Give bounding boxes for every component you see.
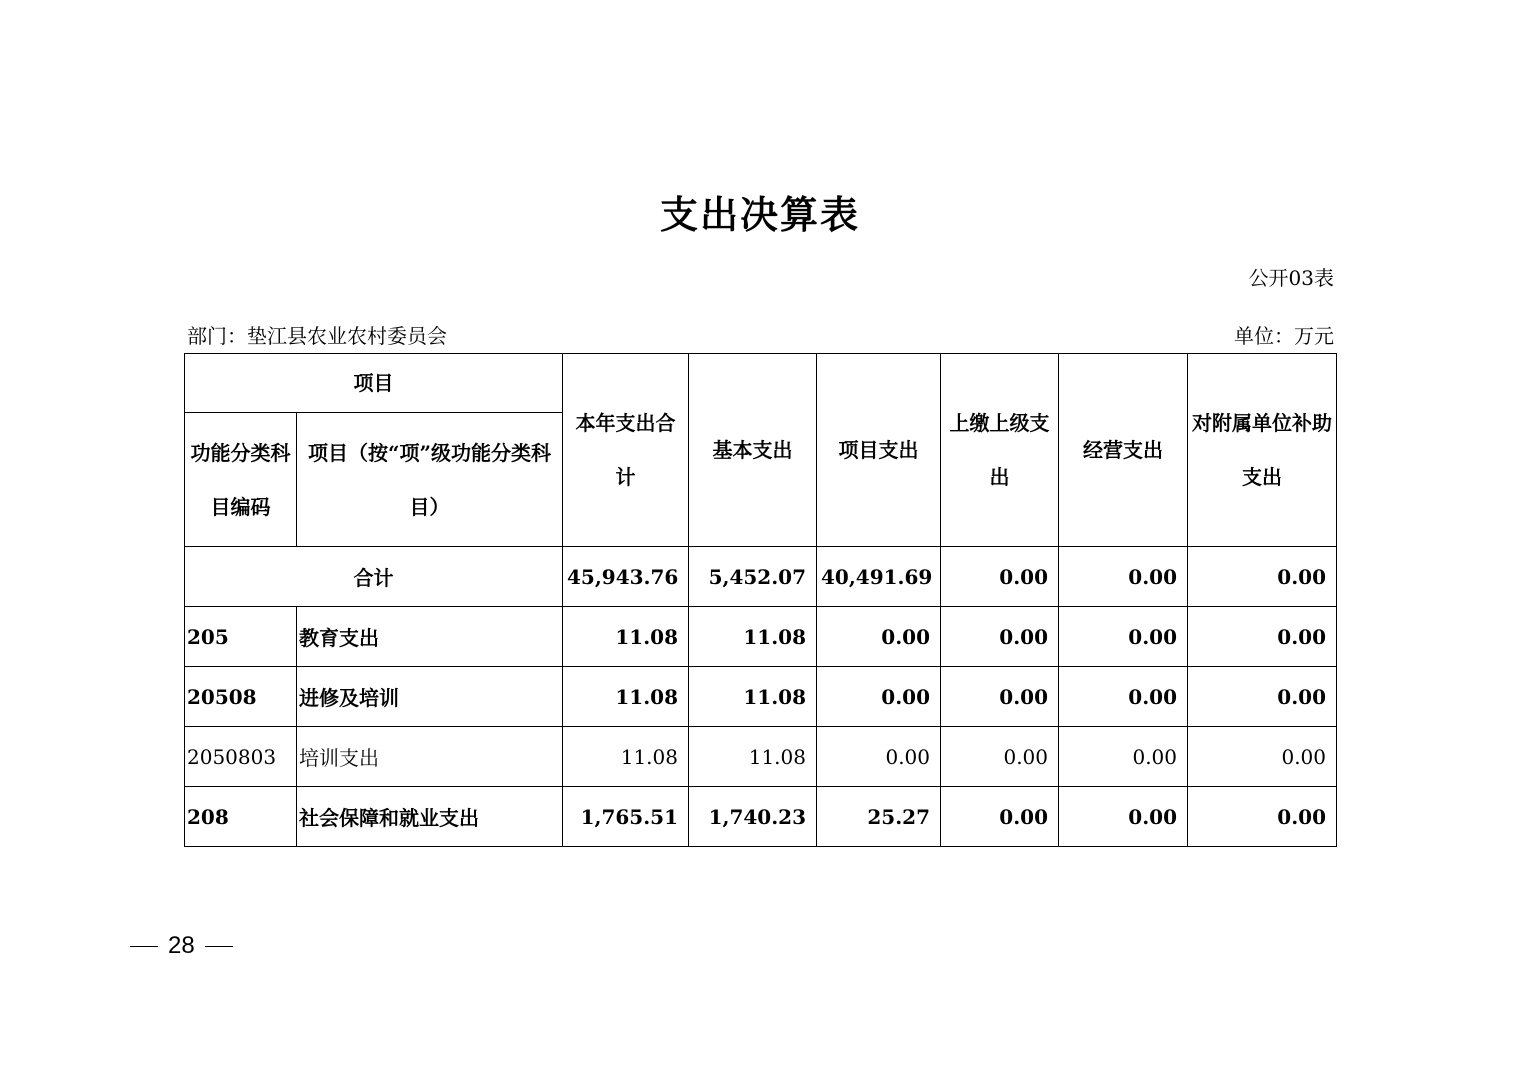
total-cell: 11.08 xyxy=(563,667,689,727)
table-row xyxy=(185,787,1337,847)
upper-cell: 0.00 xyxy=(941,787,1059,847)
table-row xyxy=(185,727,1337,787)
header-business: 经营支出 xyxy=(1059,354,1188,547)
header-name: 项目（按“项”级功能分类科目） xyxy=(297,413,563,547)
upper-cell: 0.00 xyxy=(941,607,1059,667)
name-cell: 教育支出 xyxy=(297,607,563,667)
project-cell: 40,491.69 xyxy=(817,547,941,607)
unit-label: 单位：万元 xyxy=(1234,324,1334,348)
code-cell: 20508 xyxy=(185,667,297,727)
total-cell: 45,943.76 xyxy=(563,547,689,607)
total-cell: 11.08 xyxy=(563,727,689,787)
department-label: 部门：垫江县农业农村委员会 xyxy=(187,324,447,348)
upper-cell: 0.00 xyxy=(941,727,1059,787)
header-code: 功能分类科目编码 xyxy=(185,413,297,547)
basic-cell: 1,740.23 xyxy=(689,787,817,847)
page-dash-right xyxy=(205,946,233,947)
expenditure-table xyxy=(184,353,1337,847)
name-cell: 进修及培训 xyxy=(297,667,563,727)
page-dash-left xyxy=(130,946,158,947)
header-upper: 上缴上级支出 xyxy=(941,354,1059,547)
subsidy-cell: 0.00 xyxy=(1188,547,1337,607)
total-cell: 11.08 xyxy=(563,607,689,667)
business-cell: 0.00 xyxy=(1059,727,1188,787)
code-cell: 205 xyxy=(185,607,297,667)
header-project-group: 项目 xyxy=(185,354,563,413)
subsidy-cell: 0.00 xyxy=(1188,727,1337,787)
upper-cell: 0.00 xyxy=(941,667,1059,727)
project-cell: 0.00 xyxy=(817,667,941,727)
code-cell: 208 xyxy=(185,787,297,847)
table-row xyxy=(185,607,1337,667)
total-row xyxy=(185,547,1337,607)
form-number: 公开03表 xyxy=(1248,266,1334,290)
subsidy-cell: 0.00 xyxy=(1188,667,1337,727)
table-row xyxy=(185,667,1337,727)
total-label: 合计 xyxy=(185,547,563,607)
page-number xyxy=(130,932,233,960)
business-cell: 0.00 xyxy=(1059,547,1188,607)
subsidy-cell: 0.00 xyxy=(1188,787,1337,847)
header-total: 本年支出合计 xyxy=(563,354,689,547)
page-number-value: 28 xyxy=(168,932,195,959)
header-basic: 基本支出 xyxy=(689,354,817,547)
total-cell: 1,765.51 xyxy=(563,787,689,847)
upper-cell: 0.00 xyxy=(941,547,1059,607)
code-cell: 2050803 xyxy=(185,727,297,787)
business-cell: 0.00 xyxy=(1059,787,1188,847)
business-cell: 0.00 xyxy=(1059,667,1188,727)
basic-cell: 11.08 xyxy=(689,727,817,787)
business-cell: 0.00 xyxy=(1059,607,1188,667)
header-project: 项目支出 xyxy=(817,354,941,547)
basic-cell: 11.08 xyxy=(689,607,817,667)
project-cell: 25.27 xyxy=(817,787,941,847)
document-title: 支出决算表 xyxy=(659,192,860,237)
basic-cell: 5,452.07 xyxy=(689,547,817,607)
basic-cell: 11.08 xyxy=(689,667,817,727)
name-cell: 培训支出 xyxy=(297,727,563,787)
project-cell: 0.00 xyxy=(817,727,941,787)
name-cell: 社会保障和就业支出 xyxy=(297,787,563,847)
subsidy-cell: 0.00 xyxy=(1188,607,1337,667)
project-cell: 0.00 xyxy=(817,607,941,667)
header-subsidy: 对附属单位补助支出 xyxy=(1188,354,1337,547)
